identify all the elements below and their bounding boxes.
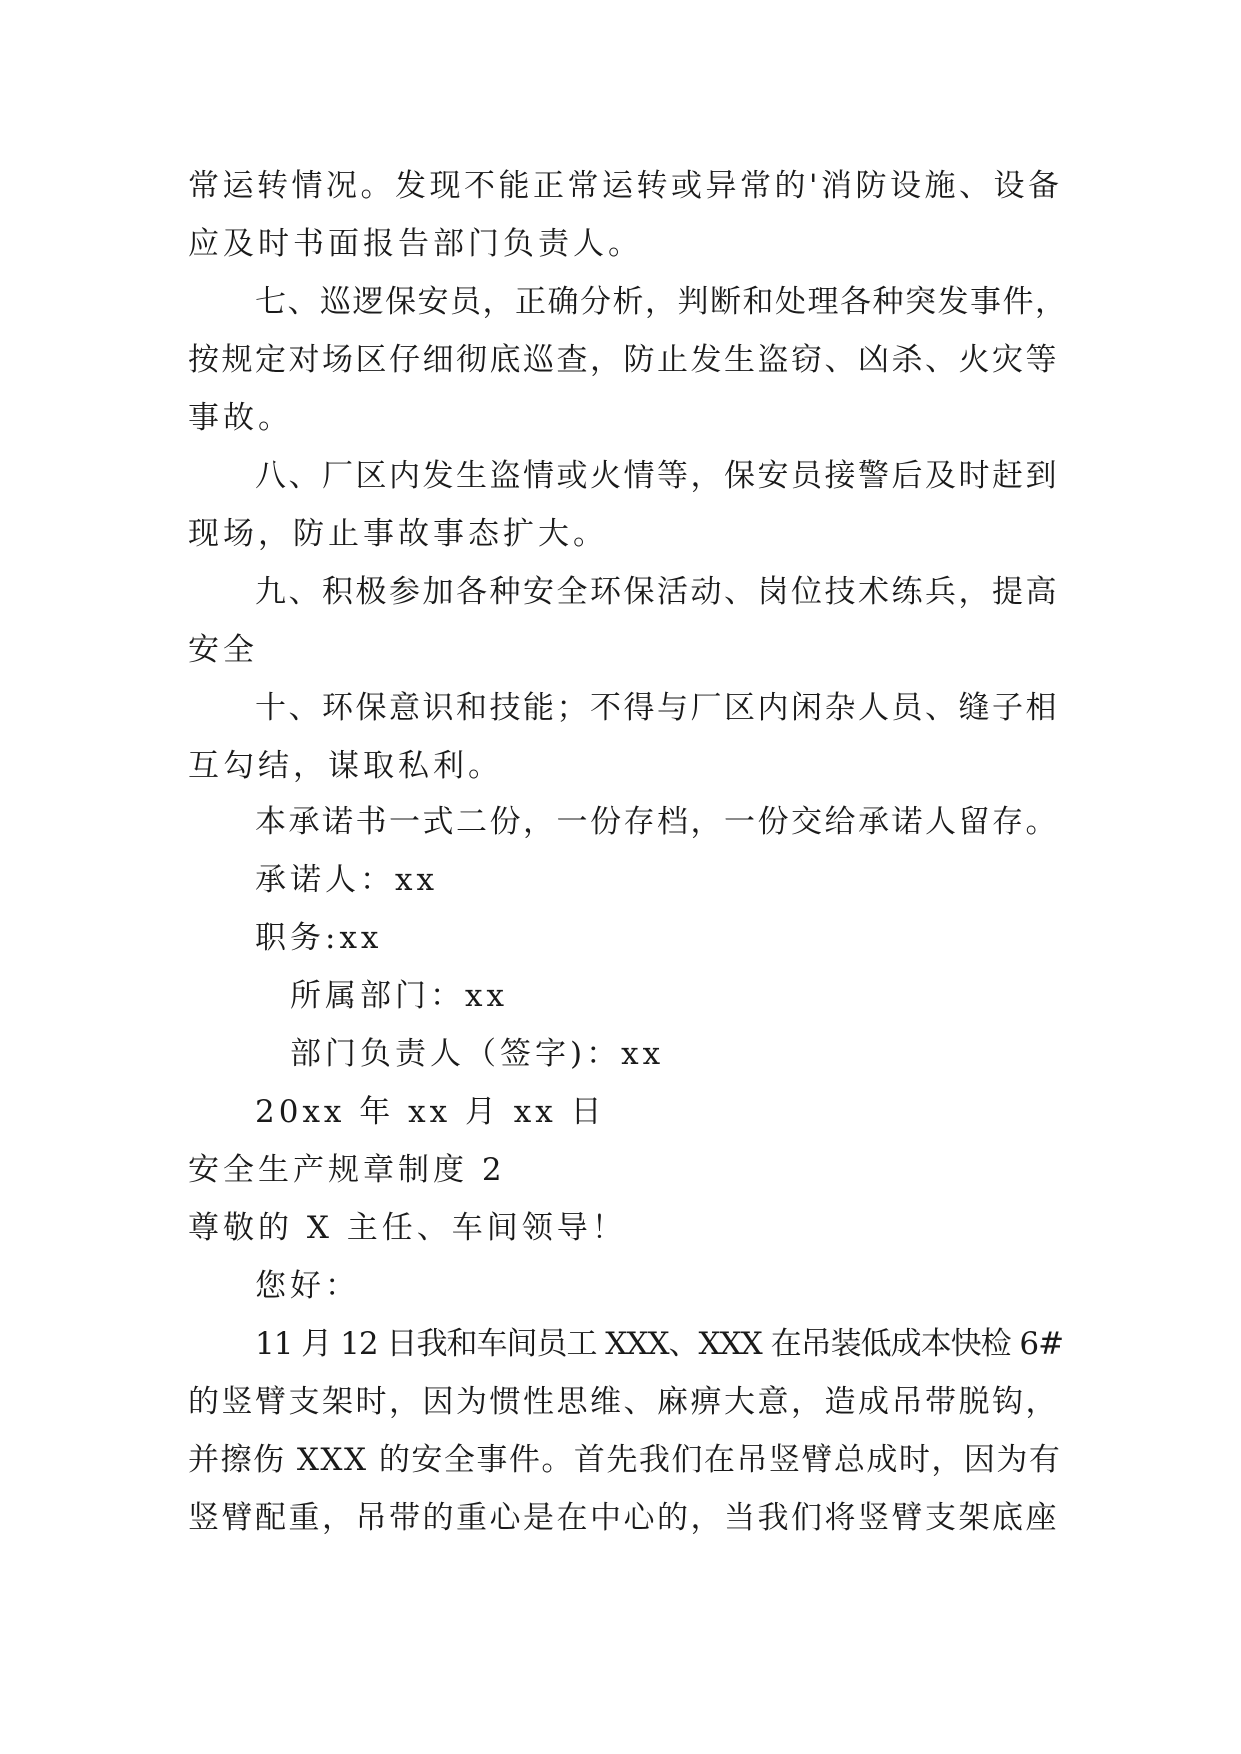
text-line: 九、积极参加各种安全环保活动、岗位技术练兵，提高: [255, 574, 1059, 610]
text-line: 八、厂区内发生盗情或火情等，保安员接警后及时赶到: [255, 458, 1059, 494]
text-line: 互勾结，谋取私利。: [188, 748, 503, 784]
text-line: 的竖臂支架时，因为惯性思维、麻痹大意，造成吊带脱钩，: [188, 1384, 1059, 1420]
text-line: 七、巡逻保安员，正确分析，判断和处理各种突发事件，: [255, 284, 1068, 320]
signatory-line: 承诺人：xx: [255, 862, 438, 898]
text-line: 并擦伤 XXX 的安全事件。首先我们在吊竖臂总成时，因为有: [188, 1442, 1062, 1478]
text-line: 应及时书面报告部门负责人。: [188, 226, 643, 262]
text-line: 现场，防止事故事态扩大。: [188, 516, 608, 552]
text-line: 竖臂配重，吊带的重心是在中心的，当我们将竖臂支架底座: [188, 1500, 1059, 1536]
text-line: 11 月 12 日我和车间员工 XXX、XXX 在吊装低成本快检 6#: [255, 1326, 1064, 1362]
text-line: 安全: [188, 632, 258, 668]
department-head-line: 部门负责人（签字)：xx: [290, 1036, 665, 1072]
text-line: 本承诺书一式二份，一份存档，一份交给承诺人留存。: [255, 804, 1059, 840]
date-line: 20xx 年 xx 月 xx 日: [255, 1094, 606, 1130]
salutation: 尊敬的 X 主任、车间领导！: [188, 1210, 627, 1246]
section-title: 安全生产规章制度 2: [188, 1152, 506, 1188]
position-line: 职务:xx: [255, 920, 383, 956]
text-line: 按规定对场区仔细彻底巡查，防止发生盗窃、凶杀、火灾等: [188, 342, 1059, 378]
text-line: 事故。: [188, 400, 293, 436]
text-line: 常运转情况。发现不能正常运转或异常的'消防设施、设备: [188, 168, 1063, 204]
text-line: 十、环保意识和技能；不得与厂区内闲杂人员、缝子相: [255, 690, 1059, 726]
department-line: 所属部门：xx: [290, 978, 508, 1014]
greeting: 您好：: [255, 1268, 360, 1304]
